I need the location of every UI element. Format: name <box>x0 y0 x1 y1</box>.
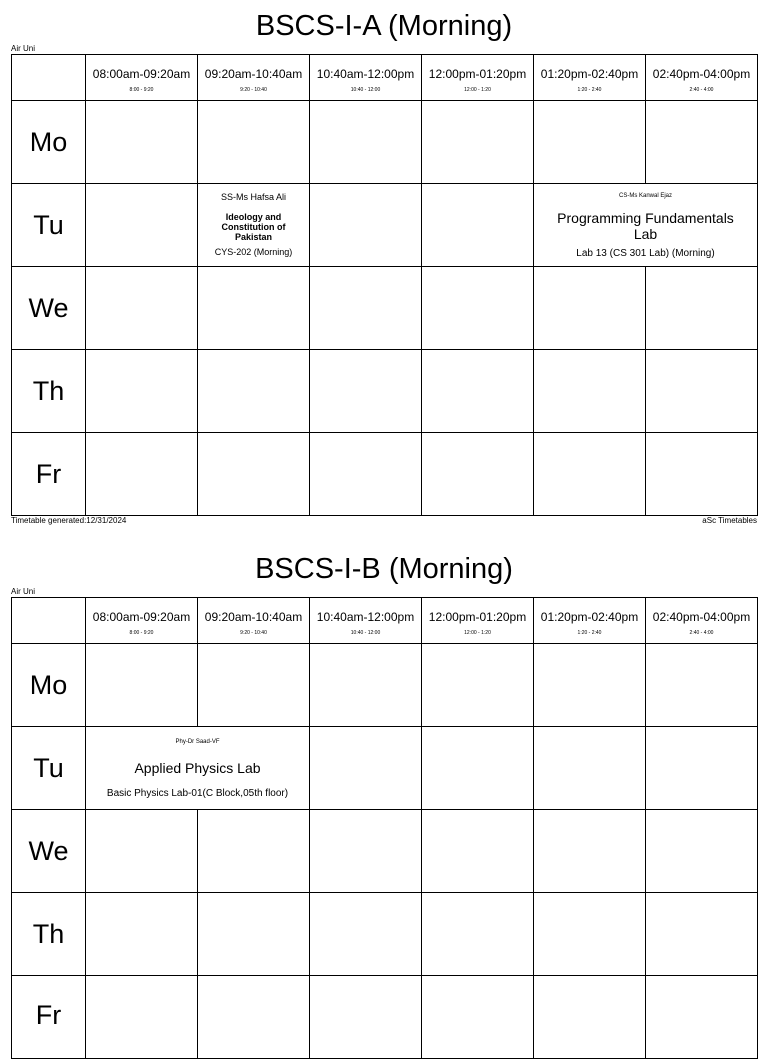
period-label: 08:00am-09:20am <box>92 67 191 81</box>
day-label <box>12 267 86 350</box>
day-row-tu <box>12 727 758 810</box>
day-label <box>12 727 86 810</box>
slot-cell <box>310 810 422 893</box>
timetable-a-grid <box>11 54 758 516</box>
slot-cell <box>86 644 198 727</box>
day-row-mo <box>12 644 758 727</box>
slot-cell <box>198 267 310 350</box>
slot-cell <box>310 976 422 1059</box>
corner-cell <box>12 598 86 644</box>
day-label <box>12 976 86 1059</box>
slot-cell <box>310 727 422 810</box>
slot-cell <box>534 101 646 184</box>
slot-cell <box>422 976 534 1059</box>
slot-cell <box>534 810 646 893</box>
slot-cell <box>534 976 646 1059</box>
slot-cell <box>198 893 310 976</box>
slot-cell <box>534 727 646 810</box>
slot-cell <box>86 267 198 350</box>
slot-cell <box>646 101 758 184</box>
period-header <box>534 598 646 644</box>
day-name: Mo <box>29 126 68 157</box>
timetable-a-software-credit: aSc Timetables <box>702 516 757 525</box>
day-row-fr <box>12 976 758 1059</box>
slot-cell <box>646 810 758 893</box>
period-header <box>534 55 646 101</box>
period-header <box>86 598 198 644</box>
slot-cell <box>86 101 198 184</box>
slot-cell <box>534 433 646 516</box>
class-card[interactable] <box>198 184 310 267</box>
day-label <box>12 433 86 516</box>
day-label <box>12 350 86 433</box>
slot-cell <box>198 810 310 893</box>
slot-cell <box>86 976 198 1059</box>
period-label: 08:00am-09:20am <box>92 610 191 624</box>
timetable-b-header-row <box>12 598 758 644</box>
period-sub: 2:40 - 4:00 <box>689 630 714 636</box>
period-sub: 1:20 - 2:40 <box>577 630 602 636</box>
slot-cell <box>422 644 534 727</box>
period-sub: 12:00 - 1:20 <box>464 630 491 636</box>
slot-cell <box>86 810 198 893</box>
class-room: Basic Physics Lab-01(C Block,05th floor) <box>106 788 289 799</box>
day-row-we <box>12 267 758 350</box>
period-header <box>646 598 758 644</box>
day-name: Mo <box>29 669 68 700</box>
class-room: CYS-202 (Morning) <box>214 247 293 257</box>
slot-cell <box>422 727 534 810</box>
day-label <box>12 810 86 893</box>
day-row-mo <box>12 101 758 184</box>
slot-cell <box>646 976 758 1059</box>
slot-cell <box>646 433 758 516</box>
slot-cell <box>310 350 422 433</box>
day-row-tu <box>12 184 758 267</box>
day-label <box>12 893 86 976</box>
slot-cell <box>198 350 310 433</box>
slot-cell <box>422 101 534 184</box>
period-label: 12:00pm-01:20pm <box>428 610 527 624</box>
slot-cell <box>422 893 534 976</box>
class-card[interactable] <box>86 727 310 810</box>
slot-cell <box>646 350 758 433</box>
slot-cell <box>646 893 758 976</box>
slot-cell <box>534 350 646 433</box>
period-header <box>422 598 534 644</box>
slot-cell <box>422 810 534 893</box>
slot-cell <box>86 893 198 976</box>
period-sub: 9:20 - 10:40 <box>240 87 267 93</box>
period-sub: 1:20 - 2:40 <box>577 87 602 93</box>
timetable-a-org: Air Uni <box>11 44 36 53</box>
slot-cell <box>310 893 422 976</box>
slot-cell <box>646 727 758 810</box>
period-sub: 8:00 - 9:20 <box>129 87 154 93</box>
timetable-a-header-row <box>12 55 758 101</box>
day-name: Th <box>32 918 65 949</box>
timetable-a-generated-date: Timetable generated:12/31/2024 <box>11 516 127 525</box>
slot-cell <box>422 350 534 433</box>
period-label: 10:40am-12:00pm <box>316 610 415 624</box>
slot-cell <box>310 184 422 267</box>
period-header <box>310 55 422 101</box>
period-header <box>86 55 198 101</box>
period-header <box>198 55 310 101</box>
period-header <box>198 598 310 644</box>
slot-cell <box>310 267 422 350</box>
period-sub: 10:40 - 12:00 <box>350 87 381 93</box>
timetable-a-title: BSCS-I-A (Morning) <box>255 10 513 42</box>
class-room: Lab 13 (CS 301 Lab) (Morning) <box>576 248 715 259</box>
period-label: 02:40pm-04:00pm <box>652 67 751 81</box>
day-row-th <box>12 350 758 433</box>
timetable-b-title: BSCS-I-B (Morning) <box>255 553 513 585</box>
period-label: 09:20am-10:40am <box>204 610 303 624</box>
day-label <box>12 184 86 267</box>
class-subject: Applied Physics Lab <box>134 760 261 776</box>
slot-cell <box>422 184 534 267</box>
slot-cell <box>534 893 646 976</box>
day-name: We <box>28 835 69 866</box>
slot-cell <box>198 433 310 516</box>
day-name: Tu <box>33 752 64 783</box>
period-label: 01:20pm-02:40pm <box>540 610 639 624</box>
period-sub: 2:40 - 4:00 <box>689 87 714 93</box>
period-sub: 10:40 - 12:00 <box>350 630 381 636</box>
period-header <box>310 598 422 644</box>
slot-cell <box>534 644 646 727</box>
class-subject: Programming Fundamentals Lab <box>557 210 734 242</box>
day-name: Tu <box>33 209 64 240</box>
period-sub: 12:00 - 1:20 <box>464 87 491 93</box>
day-name: We <box>28 292 69 323</box>
day-row-th <box>12 893 758 976</box>
class-subject: Ideology and Constitution of Pakistan <box>221 212 286 242</box>
class-card[interactable] <box>534 184 758 267</box>
period-sub: 9:20 - 10:40 <box>240 630 267 636</box>
slot-cell <box>198 644 310 727</box>
class-teacher: Phy-Dr Saad-VF <box>175 739 220 745</box>
class-teacher: CS-Ms Kanwal Ejaz <box>618 193 672 199</box>
slot-cell <box>198 101 310 184</box>
day-name: Th <box>32 375 65 406</box>
slot-cell <box>646 267 758 350</box>
slot-cell <box>534 267 646 350</box>
slot-cell <box>422 267 534 350</box>
period-label: 12:00pm-01:20pm <box>428 67 527 81</box>
slot-cell <box>86 433 198 516</box>
slot-cell <box>310 433 422 516</box>
day-name: Fr <box>35 1000 62 1030</box>
slot-cell <box>86 350 198 433</box>
day-label <box>12 101 86 184</box>
period-header <box>646 55 758 101</box>
slot-cell <box>86 184 198 267</box>
slot-cell <box>310 644 422 727</box>
slot-cell <box>198 976 310 1059</box>
timetable-b-grid <box>11 597 758 1059</box>
slot-cell <box>310 101 422 184</box>
day-row-fr <box>12 433 758 516</box>
period-sub: 8:00 - 9:20 <box>129 630 154 636</box>
day-name: Fr <box>35 458 62 489</box>
day-row-we <box>12 810 758 893</box>
slot-cell <box>422 433 534 516</box>
timetable-b-org: Air Uni <box>11 587 36 596</box>
period-label: 01:20pm-02:40pm <box>540 67 639 81</box>
corner-cell <box>12 55 86 101</box>
period-label: 09:20am-10:40am <box>204 67 303 81</box>
day-label <box>12 644 86 727</box>
period-label: 02:40pm-04:00pm <box>652 610 751 624</box>
period-header <box>422 55 534 101</box>
slot-cell <box>646 644 758 727</box>
class-teacher: SS-Ms Hafsa Ali <box>220 192 287 202</box>
period-label: 10:40am-12:00pm <box>316 67 415 81</box>
